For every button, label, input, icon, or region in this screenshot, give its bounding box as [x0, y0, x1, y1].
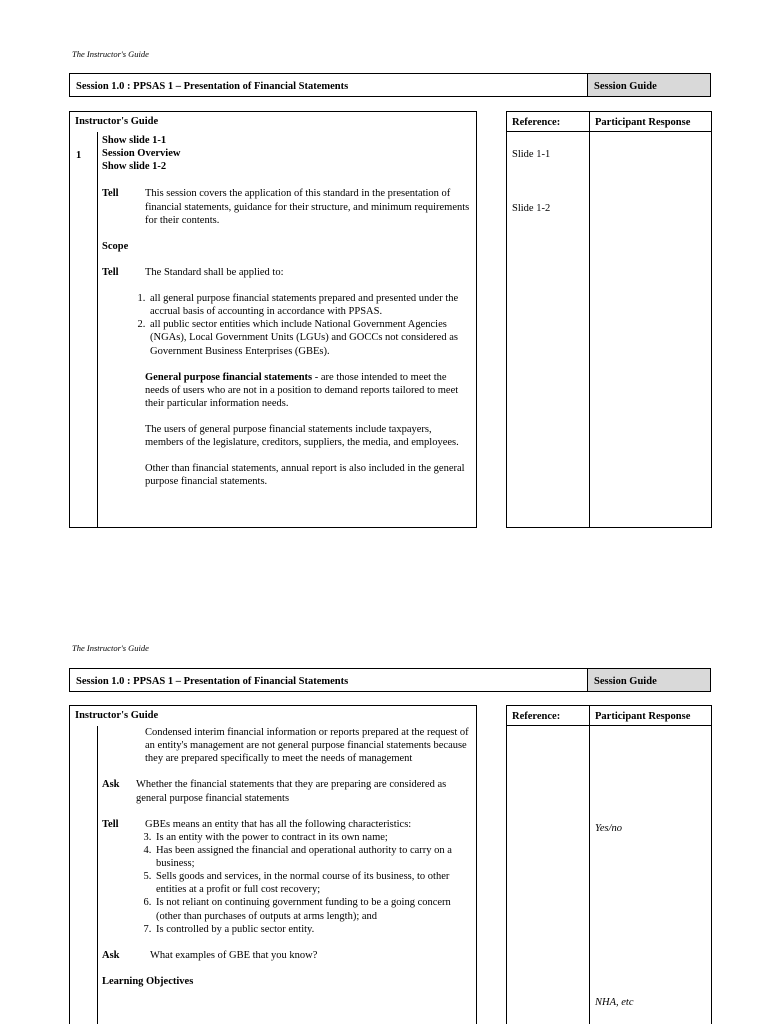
page-2	[0, 595, 768, 1024]
reference-table	[506, 705, 712, 1024]
show-slide-2: Show slide 1-2	[102, 161, 167, 173]
participant-response-column	[590, 112, 711, 527]
list-item: 4. Has been assigned the financial and operational authority to carry on a business;	[154, 844, 470, 870]
learning-objectives-heading: Learning Objectives	[102, 975, 194, 987]
tell-label: Tell	[102, 188, 119, 200]
list-item: 6. Is not reliant on continuing government funding to be a going concern (other than purchases of outputs at arms length); and	[154, 896, 470, 922]
condensed-paragraph: Condensed interim financial information or reports prepared at the request of an entity's management are not general purpose financial statements because they are prepared specifically to meet the needs of management	[145, 727, 469, 765]
gpfs-term: General purpose financial statements	[145, 371, 313, 383]
reference-slide-1-1: Slide 1-1	[512, 149, 551, 160]
instructors-guide-header: Instructor's Guide	[75, 710, 159, 721]
gpfs-definition	[145, 371, 470, 410]
participant-response-column	[590, 706, 711, 1024]
tell2-label: Tell	[102, 266, 119, 278]
reference-table	[506, 111, 712, 528]
ask-block	[102, 778, 470, 804]
reference-column	[507, 706, 590, 1024]
tell-block	[102, 187, 470, 226]
tell-text: GBEs means an entity that has all the following characteristics:	[145, 818, 412, 830]
row-number: 1	[76, 150, 82, 161]
response-nha: NHA, etc	[595, 997, 634, 1008]
running-head: The Instructor's Guide	[72, 49, 149, 59]
ask-text: Whether the financial statements that they are preparing are considered as general purpose financial statements	[136, 779, 447, 804]
users-paragraph: The users of general purpose financial statements include taxpayers, members of the legislature, creditors, suppliers, the media, and employees.	[145, 424, 459, 449]
reference-slide-1-2: Slide 1-2	[512, 203, 551, 214]
response-yes-no: Yes/no	[595, 823, 623, 834]
list-item: 7. Is controlled by a public sector entity.	[154, 923, 470, 936]
tell-block	[102, 818, 470, 831]
tell2-block	[102, 266, 470, 279]
session-title: Session 1.0 : PPSAS 1 – Presentation of Financial Statements	[70, 74, 588, 96]
ask2-label: Ask	[102, 949, 120, 961]
reference-column	[507, 112, 590, 527]
reference-header: Reference:	[507, 112, 589, 132]
list-item: 1. all general purpose financial statements prepared and presented under the accrual basis of accounting in accordance with PPSAS.	[148, 292, 470, 318]
running-head: The Instructor's Guide	[72, 643, 149, 653]
session-guide-label: Session Guide	[588, 74, 710, 96]
instructors-guide-header: Instructor's Guide	[75, 116, 159, 127]
participant-response-header: Participant Response	[590, 112, 711, 132]
list-item: 3. Is an entity with the power to contract in its own name;	[154, 831, 470, 844]
scope-heading: Scope	[102, 240, 129, 252]
ask2-text: What examples of GBE that you know?	[150, 949, 318, 961]
gbe-characteristics-list	[130, 831, 470, 936]
tell2-text: The Standard shall be applied to:	[145, 266, 284, 278]
reference-header: Reference:	[507, 706, 589, 726]
other-paragraph: Other than financial statements, annual report is also included in the general purpose financial statements.	[145, 463, 465, 488]
ask-label: Ask	[102, 779, 120, 791]
list-item: 2. all public sector entities which include National Government Agencies (NGAs), Local Government Units (LGUs) and GOCCs not considered as Government Business Enterprises (GBEs).	[148, 318, 470, 357]
session-bar	[69, 668, 711, 692]
ask2-block	[102, 949, 470, 962]
session-guide-label: Session Guide	[588, 669, 710, 691]
session-bar	[69, 73, 711, 97]
session-overview-heading: Session Overview	[102, 148, 181, 160]
guide-content	[98, 132, 476, 489]
scope-list	[124, 292, 470, 358]
instructors-guide-box	[69, 705, 477, 1024]
show-slide-1: Show slide 1-1	[102, 135, 167, 146]
tell-text: This session covers the application of this standard in the presentation of financial statements, guidance for their structure, and minimum requirements for their contents.	[145, 188, 470, 226]
gpfs-def: - are those intended to meet the needs of users who are not in a position to demand reports tailored to meet their particular information needs.	[145, 371, 459, 409]
list-item: 5. Sells goods and services, in the normal course of its business, to other entities at a profit or full cost recovery;	[154, 870, 470, 896]
participant-response-header: Participant Response	[590, 706, 711, 726]
tell-label: Tell	[102, 818, 119, 830]
guide-content	[98, 726, 476, 988]
session-title: Session 1.0 : PPSAS 1 – Presentation of Financial Statements	[70, 669, 588, 691]
instructors-guide-box	[69, 111, 477, 528]
